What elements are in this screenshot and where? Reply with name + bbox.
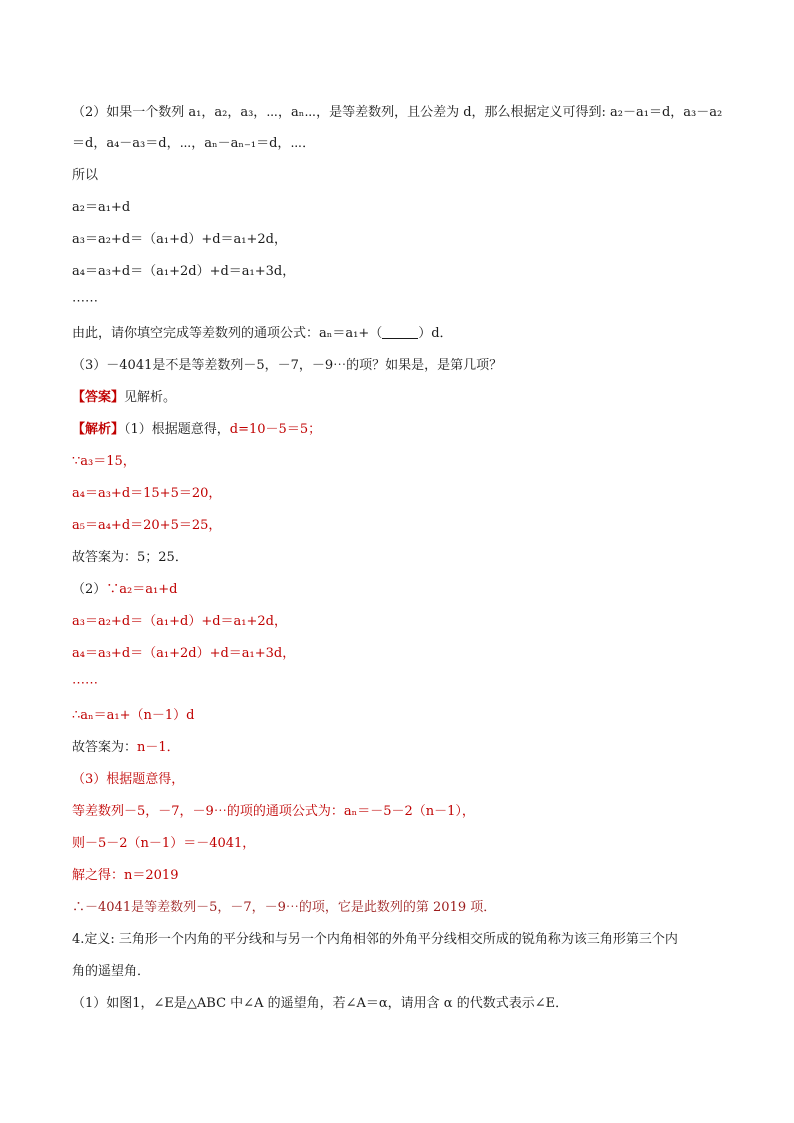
analysis-p2-because: ∵a₂＝a₁+d xyxy=(106,582,178,597)
analysis-p1-intro: （1）根据题意得， xyxy=(124,422,230,437)
analysis-p3-formula xyxy=(72,802,475,822)
analysis-conclusion: ∴－4041是等差数列－5，－7，－9⋯的项，它是此数列的第 2019 项． xyxy=(72,900,497,915)
p3-eq-prefix: 则 xyxy=(72,836,86,851)
eq-a3: a₃＝a₂+d＝（a₁+d）+d＝a₁+2d， xyxy=(72,232,287,247)
analysis-p2-prefix: （2） xyxy=(72,582,107,597)
analysis-a4: a₄＝a₃+d＝15+5＝20， xyxy=(72,486,222,501)
analysis-answer2 xyxy=(72,738,180,758)
analysis-p3-equation xyxy=(72,834,255,854)
answer-tag: 【答案】 xyxy=(72,390,125,405)
analysis-p3-intro: （3）根据题意得， xyxy=(72,772,185,787)
answer-text: 见解析。 xyxy=(124,390,177,405)
p3-solve: n＝2019 xyxy=(124,868,179,883)
analysis-because-a3: ∵a₃＝15， xyxy=(72,454,136,469)
analysis-d-value: d=10－5＝5； xyxy=(229,422,322,437)
analysis-p2-therefore: ∴aₙ＝a₁+（n－1）d xyxy=(72,708,195,723)
p3-formula-prefix: 等差数列－5，－7，－9⋯的项的通项公式为： xyxy=(72,804,344,819)
answer-blank xyxy=(382,325,418,339)
p3-eq: －5－2（n－1）＝－4041， xyxy=(85,836,256,851)
eq-a4: a₄＝a₃+d＝（a₁+2d）+d＝a₁+3d， xyxy=(72,264,296,279)
problem4-definition-line1: 4.定义: 三角形一个内角的平分线和与另一个内角相邻的外角平分线相交所成的锐角称为该三角形第三个内 xyxy=(72,932,678,947)
fill-suffix: ）d． xyxy=(418,326,453,341)
analysis-a5: a₅＝a₄+d＝20+5＝25， xyxy=(72,518,222,533)
part3-question: （3）－4041是不是等差数列－5，－7，－9⋯的项？如果是，是第几项？ xyxy=(72,358,503,373)
eq-a2: a₂＝a₁+d xyxy=(72,200,131,215)
problem4-definition-line2: 角的遥望角． xyxy=(72,964,151,979)
analysis-p2-line xyxy=(72,580,177,600)
analysis-answer1: 故答案为：5；25． xyxy=(72,550,188,565)
analysis-p2-a4: a₄＝a₃+d＝（a₁+2d）+d＝a₁+3d， xyxy=(72,646,296,661)
answer2-prefix: 故答案为： xyxy=(72,740,138,755)
part2-intro-line2: ＝d，a₄－a₃＝d，⋯，aₙ－aₙ₋₁＝d，⋯． xyxy=(72,136,316,151)
analysis-line xyxy=(72,420,321,440)
p3-formula: aₙ＝－5－2（n－1）， xyxy=(343,804,475,819)
fill-prefix: 由此，请你填空完成等差数列的通项公式：aₙ＝a₁+（ xyxy=(72,326,383,341)
p3-solve-prefix: 解之得： xyxy=(72,868,125,883)
answer2-value: n－1． xyxy=(137,740,180,755)
analysis-p3-solve xyxy=(72,866,178,886)
problem4-part1: （1）如图1，∠E是△ABC 中∠A 的遥望角，若∠A＝α，请用含 α 的代数式表示∠E． xyxy=(72,996,569,1011)
general-term-fill xyxy=(72,324,453,344)
part2-intro-line1: （2）如果一个数列 a₁，a₂，a₃，⋯，aₙ⋯，是等差数列，且公差为 d，那么根据定义可得到: a₂－a₁＝d，a₃－a₂ xyxy=(72,105,723,120)
analysis-tag: 【解析】 xyxy=(72,422,125,437)
answer-line xyxy=(72,388,176,408)
ellipsis: ⋯⋯ xyxy=(72,294,98,309)
analysis-p2-ellipsis: ⋯⋯ xyxy=(72,676,98,691)
analysis-p2-a3: a₃＝a₂+d＝（a₁+d）+d＝a₁+2d， xyxy=(72,614,287,629)
so-text: 所以 xyxy=(72,168,99,183)
